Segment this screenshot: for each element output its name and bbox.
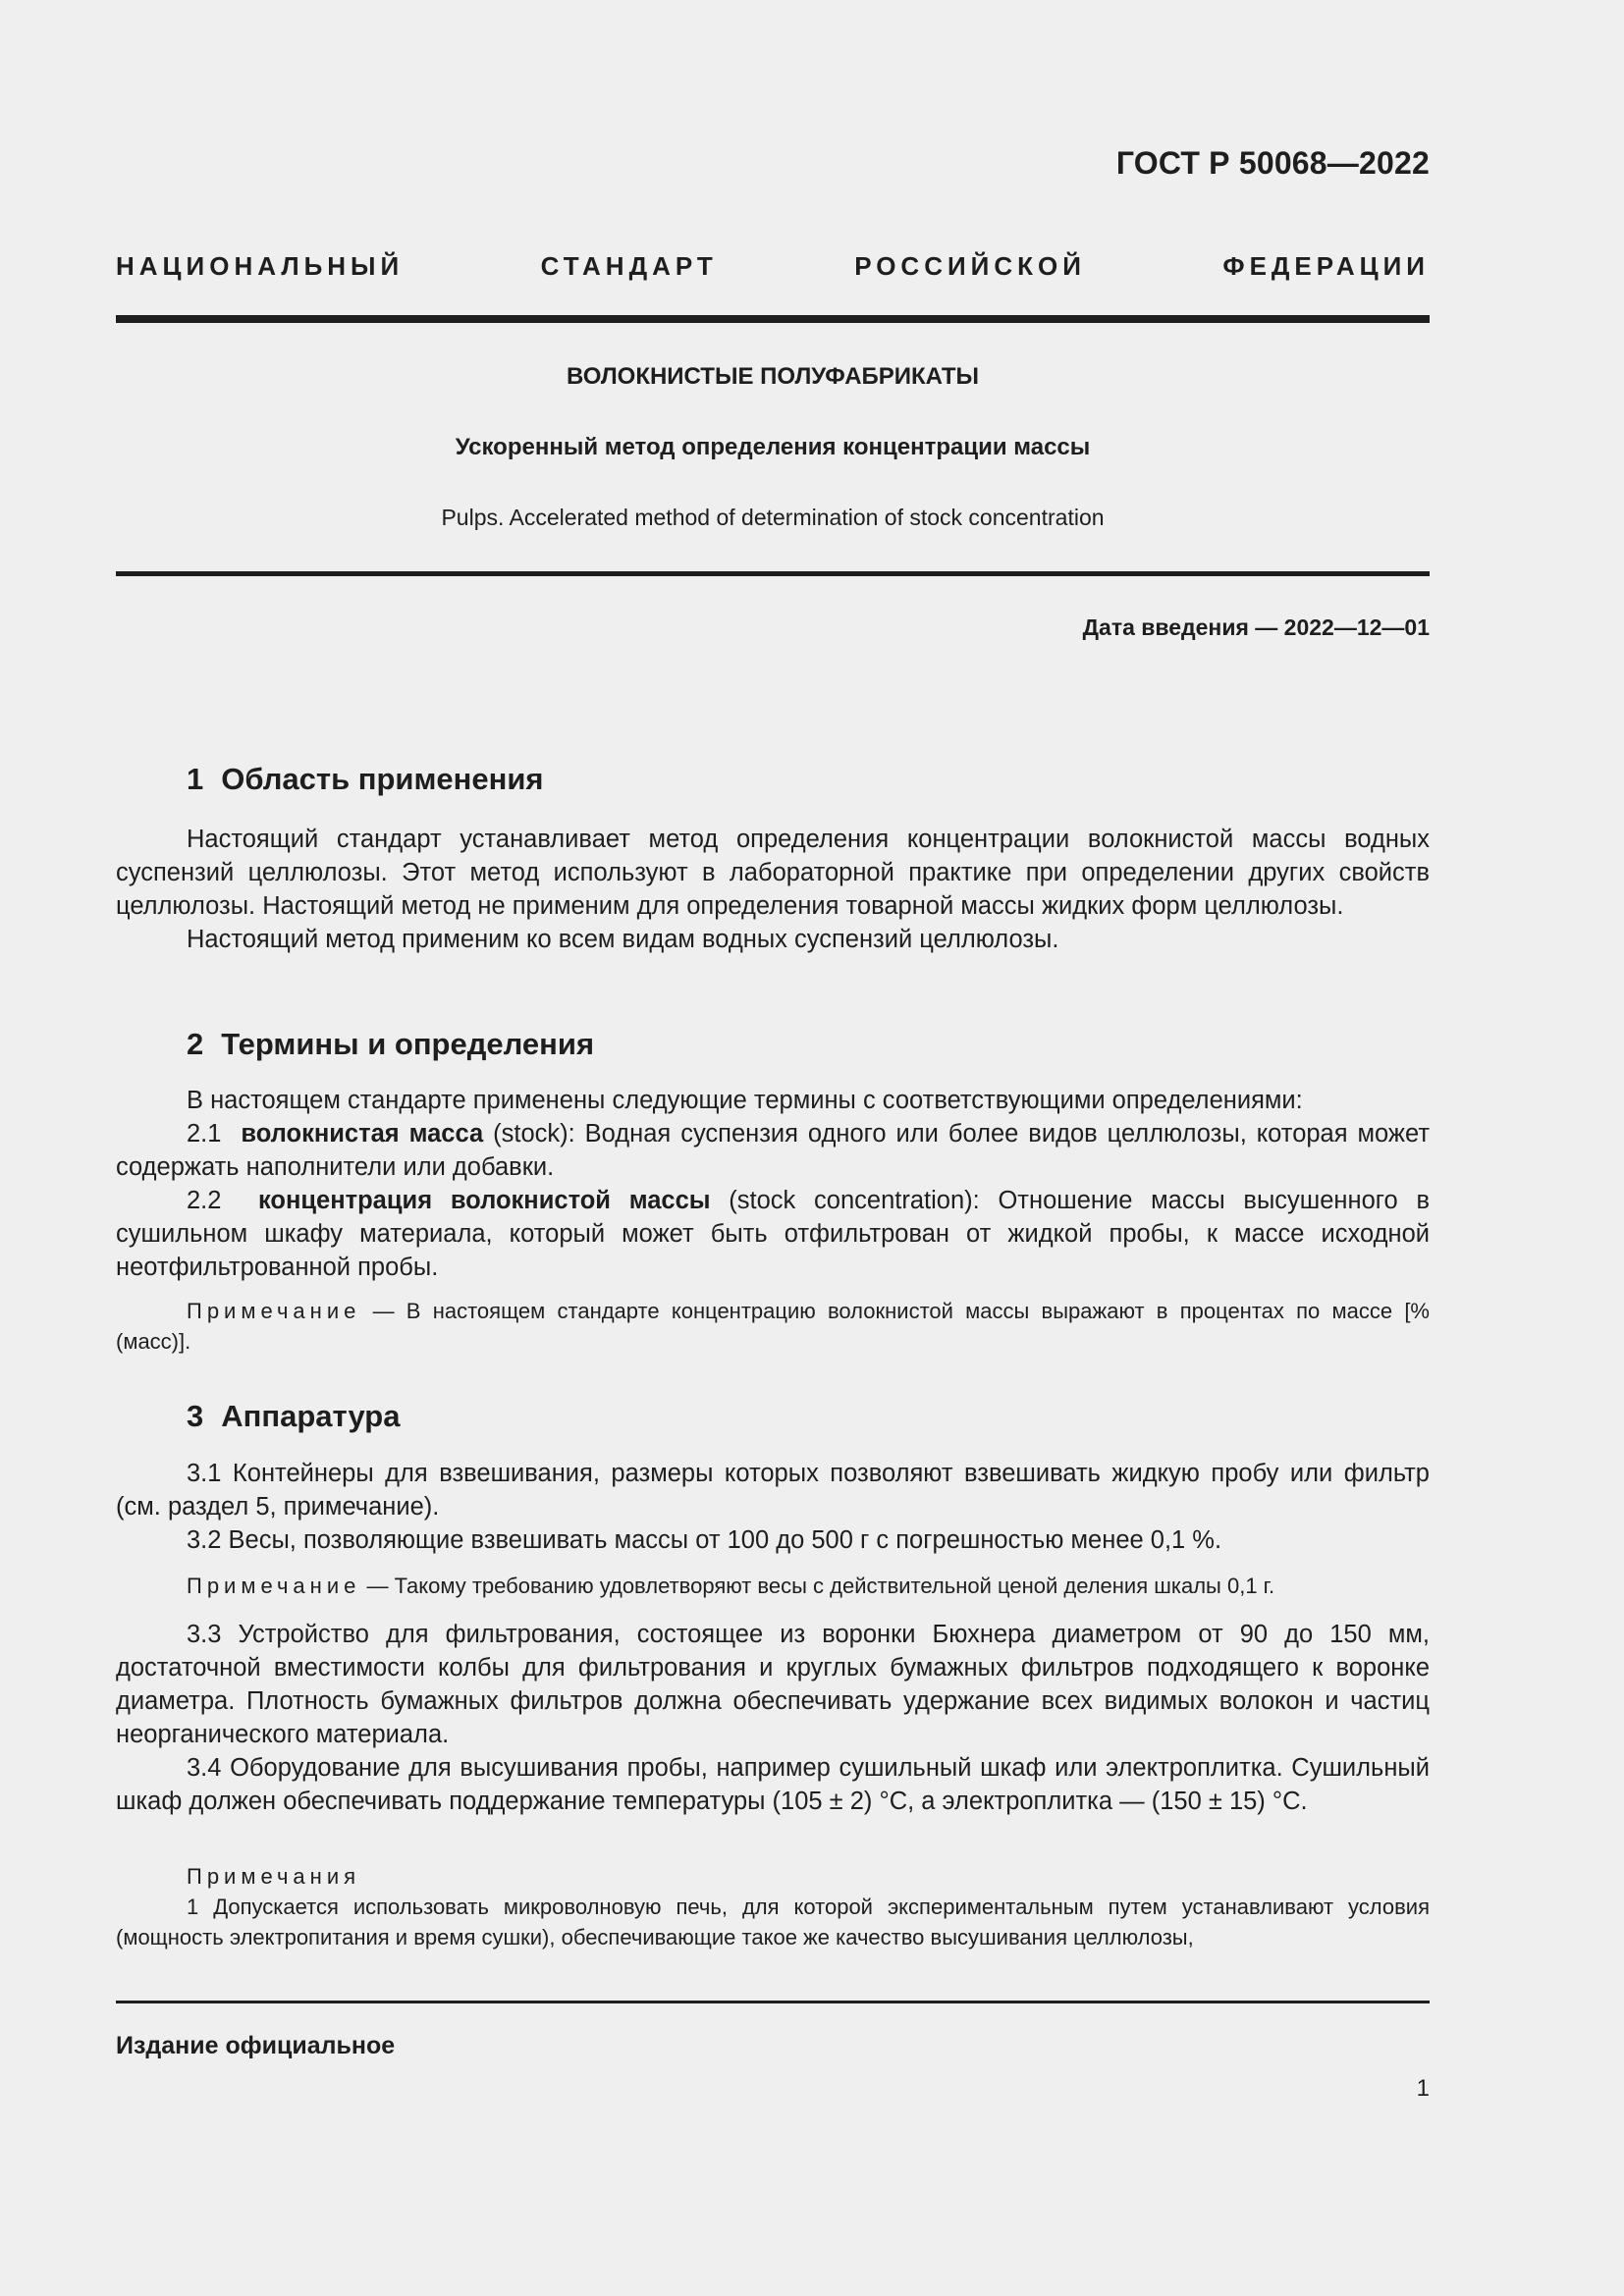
- note-label: Примечание: [187, 1574, 361, 1598]
- paragraph: 3.2 Весы, позволяющие взвешивать массы от 100 до 500 г с погрешностью менее 0,1 %.: [187, 1526, 1222, 1554]
- notes-label: Примечания: [187, 1864, 361, 1889]
- paragraph: 3.4 Оборудование для высушивания пробы, например сушильный шкаф или электроплитка. Сушильный шкаф должен обеспечивать поддержание температуры (105 ± 2) °С, а электроплитка — (150 ± 15) °С.: [116, 1754, 1430, 1815]
- note-item: 1 Допускается использовать микроволновую печь, для которой экспериментальным путем устанавливают условия (мощность электропитания и время сушки), обеспечивающие такое же качество высушивания целлюлозы,: [116, 1895, 1430, 1949]
- section-3-note: [116, 1571, 1430, 1601]
- official-edition-label: Издание официальное: [116, 2032, 396, 2059]
- document-number: ГОСТ Р 50068—2022: [1115, 145, 1430, 181]
- term-definition-text: (stock): Водная суспензия одного или более видов целлюлозы, которая может содержать наполнители или добавки.: [116, 1120, 1430, 1181]
- section-number: 1: [187, 762, 204, 796]
- section-1-body: [116, 823, 1430, 956]
- term: волокнистая масса: [241, 1120, 484, 1148]
- section-2-body: [116, 1084, 1430, 1284]
- paragraph: 3.1 Контейнеры для взвешивания, размеры которых позволяют взвешивать жидкую пробу или фильтр (см. раздел 5, примечание).: [116, 1460, 1430, 1521]
- section-2-note: [116, 1296, 1430, 1357]
- title-divider: [116, 571, 1430, 576]
- document-subtitle: Ускоренный метод определения концентрации массы: [455, 434, 1091, 460]
- section-3-heading: [187, 1399, 400, 1434]
- term: концентрация волокнистой массы: [257, 1187, 711, 1214]
- term-number: 2.2: [187, 1187, 222, 1214]
- national-standard-heading: [116, 251, 1430, 282]
- section-title: Область применения: [221, 762, 544, 796]
- section-number: 3: [187, 1399, 204, 1433]
- paragraph: 3.3 Устройство для фильтрования, состоящее из воронки Бюхнера диаметром от 90 до 150 мм, достаточной вместимости колбы для фильтрования и круглых бумажных фильтров подходящего к воронке диаметра. Плотность бумажных фильтров должна обеспечивать удержание всех видимых волокон и частиц неорганического материала.: [116, 1621, 1430, 1748]
- note-text: — Такому требованию удовлетворяют весы с действительной ценой деления шкалы 0,1 г.: [360, 1574, 1275, 1598]
- page-number: 1: [1416, 2075, 1430, 2102]
- paragraph: Настоящий стандарт устанавливает метод определения концентрации волокнистой массы водных суспензий целлюлозы. Этот метод используют в лабораторной практике при определении других свойств целлюлозы. Настоящий метод не применим для определения товарной массы жидких форм целлюлозы.: [116, 826, 1430, 920]
- document-title: ВОЛОКНИСТЫЕ ПОЛУФАБРИКАТЫ: [567, 363, 979, 390]
- section-title: Аппаратура: [221, 1399, 401, 1433]
- term-definition: [116, 1184, 1430, 1284]
- english-title: Pulps. Accelerated method of determination of stock concentration: [441, 505, 1105, 530]
- heading-word: ФЕДЕРАЦИИ: [1222, 251, 1430, 281]
- note-label: Примечание: [187, 1299, 361, 1323]
- section-3-body-a: [116, 1457, 1430, 1557]
- section-3-notes: [116, 1861, 1430, 1952]
- paragraph: Настоящий метод применим ко всем видам водных суспензий целлюлозы.: [187, 926, 1059, 953]
- footer-divider: [116, 2001, 1430, 2003]
- term-number: 2.1: [187, 1120, 222, 1148]
- heading-word: НАЦИОНАЛЬНЫЙ: [116, 251, 405, 281]
- introduction-date: Дата введения — 2022—12—01: [1082, 614, 1430, 640]
- paragraph: В настоящем стандарте применены следующие термины с соответствующими определениями:: [187, 1087, 1303, 1114]
- heading-word: СТАНДАРТ: [540, 251, 718, 281]
- note-text: — В настоящем стандарте концентрацию волокнистой массы выражают в процентах по массе [% (масс)].: [116, 1299, 1430, 1354]
- section-3-body-b: [116, 1618, 1430, 1818]
- top-divider: [116, 315, 1430, 323]
- section-title: Термины и определения: [221, 1027, 595, 1061]
- term-definition: [116, 1117, 1430, 1184]
- heading-word: РОССИЙСКОЙ: [854, 251, 1086, 281]
- section-1-heading: [187, 762, 544, 797]
- section-number: 2: [187, 1027, 204, 1061]
- section-2-heading: [187, 1027, 594, 1062]
- term-definition-text: (stock concentration): Отношение массы высушенного в сушильном шкафу материала, который может быть отфильтрован от жидкой пробы, к массе исходной неотфильтрованной пробы.: [116, 1187, 1430, 1281]
